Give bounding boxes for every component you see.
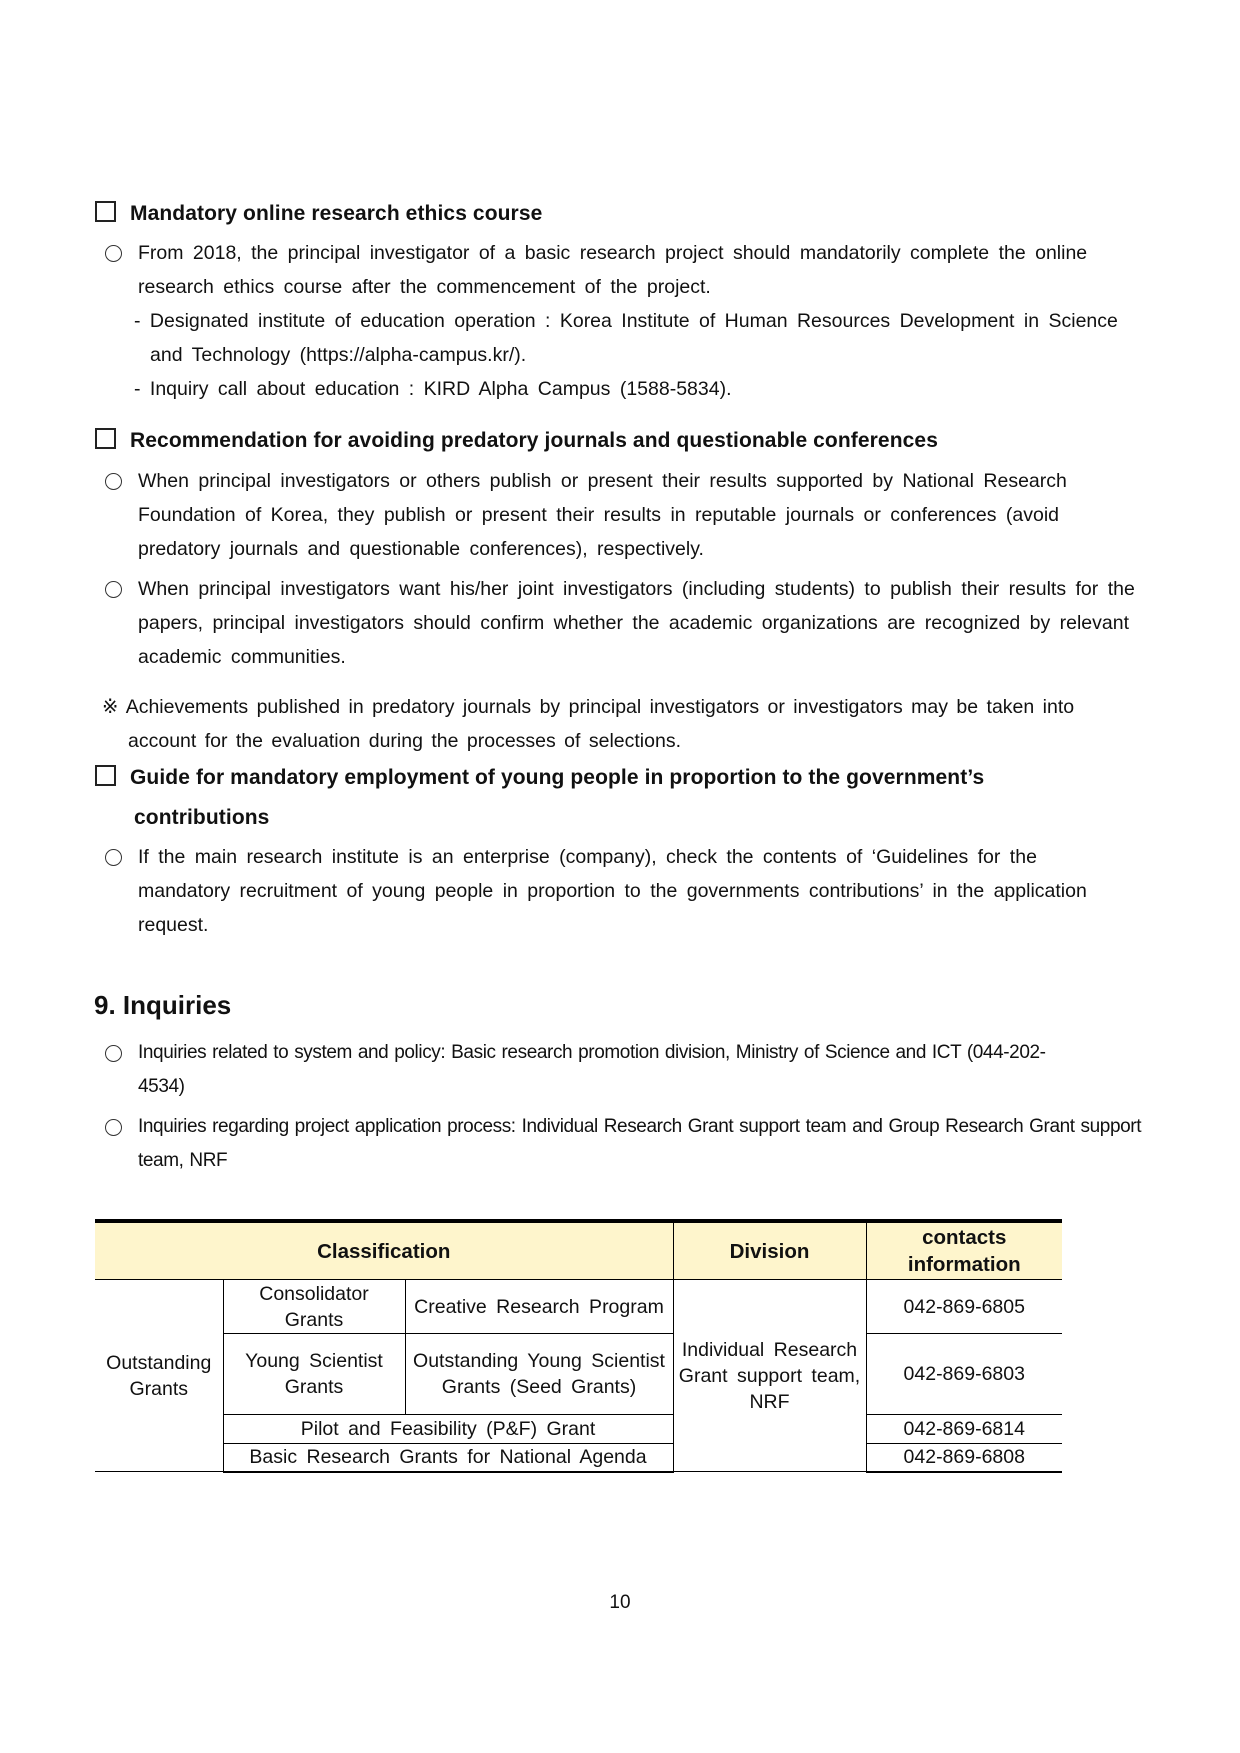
circle-bullet-icon <box>105 581 122 598</box>
checkbox-square-icon <box>95 428 116 449</box>
header-contacts: contacts information <box>866 1221 1062 1280</box>
inquiries-table <box>95 1219 1062 1473</box>
section-heading-employment: Guide for mandatory employment of young people in proportion to the government’s contributions <box>95 758 984 838</box>
table-header-row <box>95 1221 1062 1280</box>
contact-cell: 042-869-6803 <box>866 1334 1062 1415</box>
section-heading-predatory: Recommendation for avoiding predatory journals and questionable conferences <box>95 421 938 461</box>
header-classification: Classification <box>95 1221 673 1280</box>
bullet-predatory-2: When principal investigators want his/her joint investigators (including students) to publish their results for the papers, principal investigators should confirm whether the academic organizations are recognized by relevant academic communities. <box>105 572 1135 674</box>
circle-bullet-icon <box>105 849 122 866</box>
table-row <box>95 1334 1062 1415</box>
program-cell: Basic Research Grants for National Agenda <box>223 1444 673 1472</box>
contact-cell: 042-869-6814 <box>866 1415 1062 1444</box>
checkbox-square-icon <box>95 765 116 786</box>
section-heading-ethics: Mandatory online research ethics course <box>95 194 542 234</box>
circle-bullet-icon <box>105 1045 122 1062</box>
category-cell: Consolidator Grants <box>223 1280 405 1334</box>
program-cell: Outstanding Young Scientist Grants (Seed Grants) <box>405 1334 673 1415</box>
table-row <box>95 1415 1062 1444</box>
program-cell: Creative Research Program <box>405 1280 673 1334</box>
circle-bullet-icon <box>105 473 122 490</box>
bullet-inquiry-application: Inquiries regarding project application process: Individual Research Grant support team and Group Research Grant support team, NRF <box>105 1110 1145 1178</box>
circle-bullet-icon <box>105 245 122 262</box>
reference-mark-icon: ※ <box>102 696 119 718</box>
table-row <box>95 1280 1062 1334</box>
bullet-predatory-1: When principal investigators or others publish or present their results supported by National Research Foundation of Korea, they publish or present their results in reputable journals or conferences (avoid predatory journals and questionable conferences), respectively. <box>105 464 1075 566</box>
note-predatory: ※ Achievements published in predatory journals by principal investigators or investigators may be taken into account for the evaluation during the processes of selections. <box>102 696 1075 752</box>
header-division: Division <box>673 1221 866 1280</box>
section-title-inquiries: 9. Inquiries <box>94 990 232 1020</box>
bullet-ethics: From 2018, the principal investigator of a basic research project should mandatorily complete the online research ethics course after the commencement of the project. <box>105 236 1105 304</box>
category-cell: Young Scientist Grants <box>223 1334 405 1415</box>
circle-bullet-icon <box>105 1119 122 1136</box>
checkbox-square-icon <box>95 201 116 222</box>
dash-item-inquiry-call: - Inquiry call about education : KIRD Alpha Campus (1588-5834). <box>134 378 732 400</box>
contact-cell: 042-869-6805 <box>866 1280 1062 1334</box>
dash-item-institute: - Designated institute of education operation : Korea Institute of Human Resources Development in Science and Technology (https://alpha-campus.kr/). <box>134 310 1118 366</box>
bullet-employment: If the main research institute is an enterprise (company), check the contents of ‘Guidelines for the mandatory recruitment of young people in proportion to the governments contributions’ in the application request. <box>105 840 1125 942</box>
program-cell: Pilot and Feasibility (P&F) Grant <box>223 1415 673 1444</box>
contact-cell: 042-869-6808 <box>866 1444 1062 1472</box>
bullet-inquiry-policy: Inquiries related to system and policy: Basic research promotion division, Ministry of Science and ICT (044-202-4534) <box>105 1036 1085 1104</box>
group-label-cell: Outstanding Grants <box>95 1280 223 1472</box>
division-cell: Individual Research Grant support team, NRF <box>673 1280 866 1472</box>
table-row <box>95 1444 1062 1472</box>
page-number: 10 <box>609 1592 631 1613</box>
